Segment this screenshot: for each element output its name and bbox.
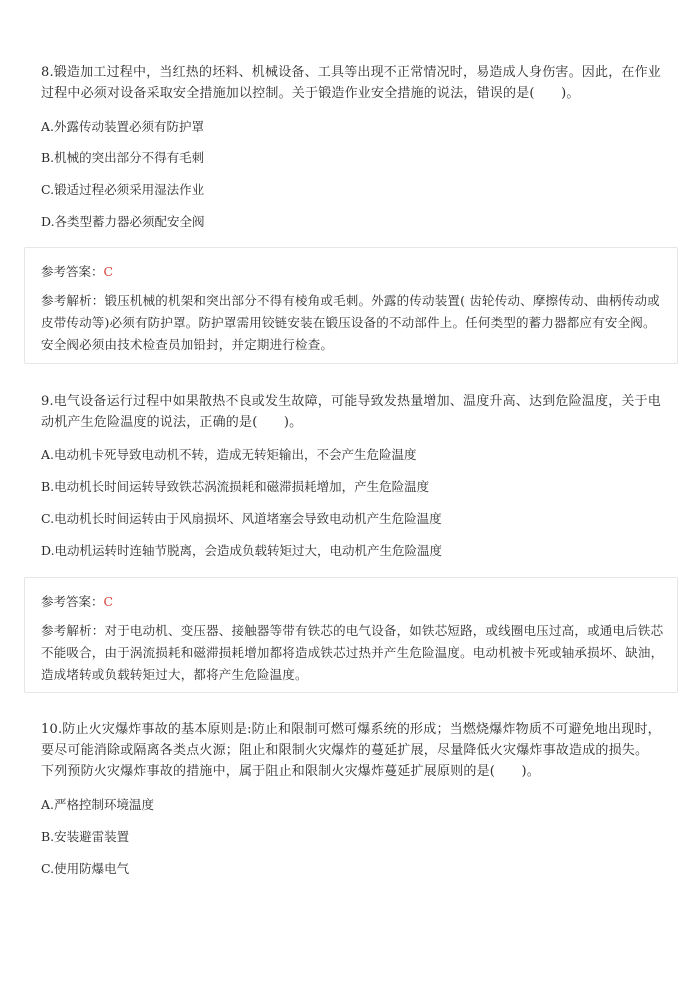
- question-8-answer-box: [24, 247, 678, 364]
- question-9-option-c: C.电动机长时间运转由于风扇损坏、风道堵塞会导致电动机产生危险温度: [41, 511, 442, 526]
- question-9-stem: 9.电气设备运行过程中如果散热不良或发生故障，可能导致发热量增加、温度升高、达到危险温度，关于电动机产生危险温度的说法，正确的是( )。: [41, 394, 662, 430]
- answer-label: 参考答案：: [41, 594, 104, 609]
- answer-key: C: [103, 594, 114, 609]
- question-9-answer: [41, 592, 113, 612]
- answer-key: C: [103, 264, 114, 279]
- question-8-option-b: B.机械的突出部分不得有毛刺: [41, 150, 205, 165]
- question-8-option-c: C.锻适过程必须采用湿法作业: [41, 182, 205, 197]
- question-9-answer-box: [24, 577, 678, 693]
- question-8-explanation: 参考解析：锻压机械的机架和突出部分不得有棱角或毛刺。外露的传动装置( 齿轮传动、摩擦传动、曲柄传动或皮带传动等)必须有防护罩。防护罩需用铰链安装在锻压设备的不动部件上。任何类型的蓄力器都应有安全阀。安全阀必须由技术检查员加铅封，并定期进行检查。: [41, 293, 660, 352]
- question-10-option-c: C.使用防爆电气: [41, 861, 130, 876]
- question-8-stem: 8.锻造加工过程中，当红热的坯料、机械设备、工具等出现不正常情况时，易造成人身伤害。因此，在作业过程中必须对设备采取安全措施加以控制。关于锻造作业安全措施的说法，错误的是( )。: [41, 65, 662, 101]
- question-9-option-b: B.电动机长时间运转导致铁芯涡流损耗和磁滞损耗增加，产生危险温度: [41, 479, 430, 494]
- question-9-option-a: A.电动机卡死导致电动机不转，造成无转矩输出，不会产生危险温度: [41, 447, 417, 462]
- answer-label: 参考答案：: [41, 264, 104, 279]
- question-10-option-b: B.安装避雷装置: [41, 829, 130, 844]
- question-9-explanation: 参考解析：对于电动机、变压器、接触器等带有铁芯的电气设备，如铁芯短路，或线圈电压过高，或通电后铁芯不能吸合，由于涡流损耗和磁滞损耗增加都将造成铁芯过热并产生危险温度。电动机被卡死或轴承损坏、缺油，造成堵转或负载转矩过大，都将产生危险温度。: [41, 623, 664, 682]
- question-10-option-a: A.严格控制环境温度: [41, 797, 155, 812]
- question-9-option-d: D.电动机运转时连轴节脱离，会造成负载转矩过大，电动机产生危险温度: [41, 543, 443, 558]
- question-8-option-a: A.外露传动装置必须有防护罩: [41, 119, 205, 134]
- question-8-option-d: D.各类型蓄力器必须配安全阀: [41, 214, 205, 229]
- question-10-stem: 10.防止火灾爆炸事故的基本原则是:防止和限制可燃可爆系统的形成；当燃烧爆炸物质不可避免地出现时，要尽可能消除或隔离各类点火源；阻止和限制火灾爆炸的蔓延扩展，尽量降低火灾爆炸事故造成的损失。下列预防火灾爆炸事故的措施中，属于阻止和限制火灾爆炸蔓延扩展原则的是( )。: [41, 722, 661, 779]
- question-8-answer: [41, 262, 113, 282]
